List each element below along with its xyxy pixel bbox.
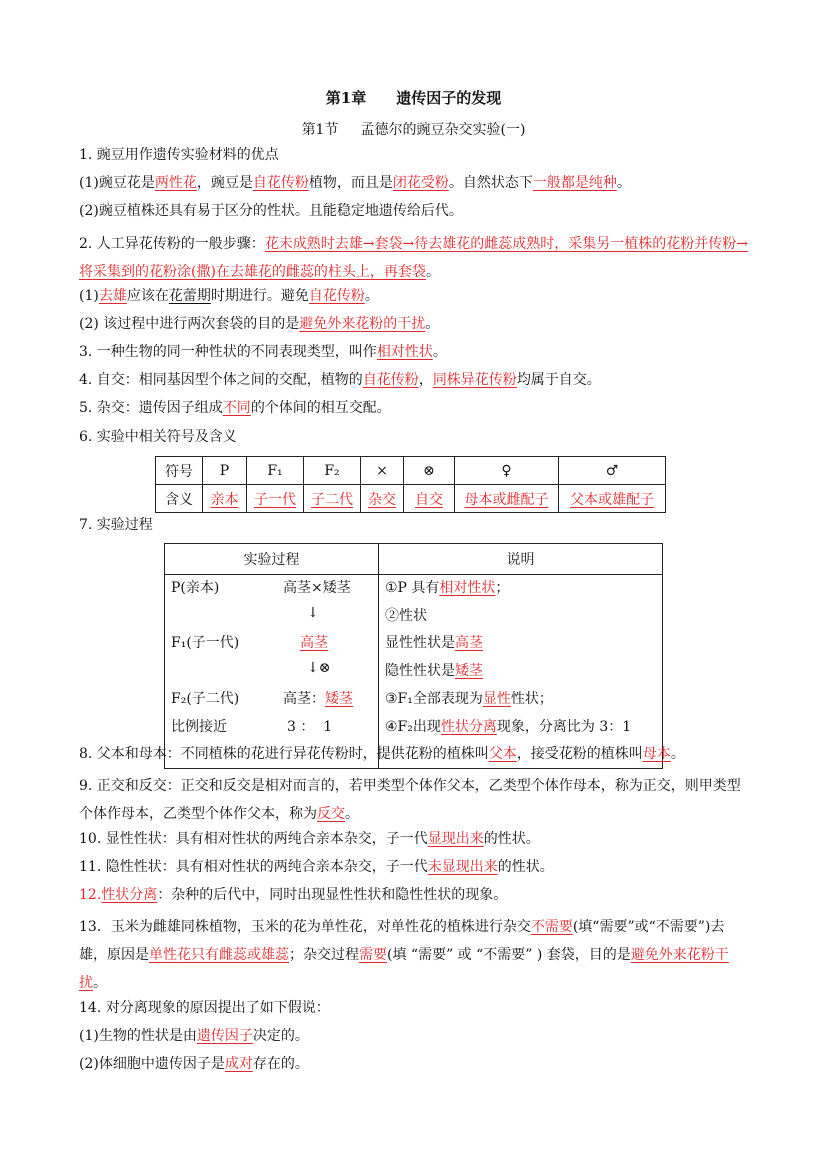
answer-blank: 一般都是纯种 — [532, 175, 617, 191]
note-5 — [385, 688, 553, 708]
notes-cell — [379, 575, 663, 769]
text: 。 — [425, 264, 440, 280]
text: 性状； — [510, 691, 553, 707]
text: (2) 该过程中进行两次套袋的目的是 — [79, 316, 300, 332]
answer-blank: 显性 — [482, 691, 511, 707]
text: 2. 人工异花传粉的一般步骤： — [79, 236, 265, 252]
answer-blank: 闭花受粉 — [392, 175, 449, 191]
answer-blank: 花未成熟时去雄→套袋→待去雄花的雌蕊成熟时，采集另一植株的花粉并传粉→将采集到的花粉涂(撒)在去雄花的雌蕊的柱头上，再套袋 — [79, 236, 749, 280]
q1-line2: (2)豌豆植株还具有易于区分的性状。且能稳定地遗传给后代。 — [79, 203, 463, 219]
symbol-cell: ⊗ — [404, 457, 455, 485]
text: 高茎： — [283, 691, 325, 707]
text: 。 — [432, 344, 447, 360]
selfing-arrow-icon: ↓⊗ — [307, 660, 331, 676]
q3 — [79, 342, 759, 362]
text: 。 — [364, 288, 379, 304]
text: ：杂种的后代中，同时出现显性性状和隐性性状的现象。 — [157, 887, 508, 903]
section-title: 孟德尔的豌豆杂交实验(一) — [360, 122, 526, 138]
note-2: ②性状 — [385, 608, 427, 624]
note-3 — [385, 632, 483, 652]
process-cell — [165, 575, 379, 769]
process-diagram — [165, 575, 378, 768]
q13 — [79, 913, 751, 997]
text: 。 — [670, 746, 685, 762]
answer-blank: 同株异花传粉 — [432, 372, 517, 388]
text: (1)生物的性状是由 — [79, 1028, 197, 1044]
answer-blank: 反交 — [317, 806, 345, 822]
note-6 — [385, 716, 631, 736]
text: 11. 隐性性状：具有相对性状的两纯合亲本杂交，子一代 — [79, 859, 428, 875]
answer-blank: 不同 — [222, 400, 251, 416]
q9 — [79, 772, 751, 828]
answer-blank: 父本 — [488, 746, 517, 762]
answer-blank: 亲本 — [210, 491, 239, 508]
text: 的性状。 — [497, 859, 554, 875]
text: ；杂交过程 — [289, 947, 359, 963]
table-header-cell: 含义 — [156, 485, 203, 513]
answer-blank: 显现出来 — [427, 831, 484, 847]
q14-line2 — [79, 1054, 759, 1074]
ratio-label: 比例接近 — [171, 719, 227, 735]
text: 现象，分离比为 3：1 — [496, 719, 632, 735]
text: 13．玉米为雌雄同株植物，玉米的花为单性花，对单性花的植株进行杂交 — [79, 919, 531, 935]
text: ； — [495, 580, 510, 596]
note-1 — [385, 577, 509, 597]
table-header-row — [165, 544, 663, 575]
section-heading — [0, 119, 827, 139]
text: 存在的。 — [252, 1056, 309, 1072]
text: 5. 杂交：遗传因子组成 — [79, 400, 223, 416]
meaning-row — [156, 485, 666, 513]
meaning-cell — [304, 485, 361, 513]
meaning-cell — [559, 485, 666, 513]
text: 。 — [93, 975, 107, 991]
text: (填“需要”或“不需要”)去雄，原因是 — [79, 919, 725, 963]
p-cross: 高茎×矮茎 — [283, 580, 351, 596]
answer-blank: 去雄 — [98, 288, 127, 304]
answer-blank: 需要 — [359, 947, 387, 963]
symbol-row — [156, 457, 666, 485]
answer-blank: 相对性状 — [439, 580, 496, 596]
column-header: 实验过程 — [165, 544, 379, 575]
symbol-cell: ♀ — [455, 457, 559, 485]
symbol-cell: P — [203, 457, 247, 485]
answer-blank: 自花传粉 — [308, 288, 365, 304]
table-header-cell: 符号 — [156, 457, 203, 485]
text: 显性性状是 — [385, 635, 455, 651]
text: 决定的。 — [252, 1028, 309, 1044]
text: 10. 显性性状：具有相对性状的两纯合亲本杂交，子一代 — [79, 831, 428, 847]
symbol-cell: ♂ — [559, 457, 666, 485]
meaning-cell — [455, 485, 559, 513]
ratio-value: 3 ： 1 — [287, 719, 333, 735]
text: 。 — [616, 175, 631, 191]
q6-title: 6. 实验中相关符号及含义 — [79, 429, 237, 445]
chapter-title: 遗传因子的发现 — [396, 89, 502, 107]
q14-title: 14. 对分离现象的原因提出了如下假说： — [79, 1000, 330, 1016]
q4 — [79, 370, 759, 390]
text: ①P 具有 — [385, 580, 440, 596]
text: (1)豌豆花是 — [79, 175, 155, 191]
f2-label: F₂(子二代) — [171, 691, 240, 707]
text: 。自然状态下 — [448, 175, 533, 191]
meaning-cell — [361, 485, 404, 513]
answer-blank: 高茎 — [300, 635, 328, 651]
answer-blank: 成对 — [224, 1056, 253, 1072]
text: 均属于自交。 — [516, 372, 601, 388]
text: (填 “需要” 或 “不需要” ) 套袋，目的是 — [387, 947, 631, 963]
meaning-cell — [247, 485, 304, 513]
chapter-heading — [0, 87, 827, 108]
underlined-term: 花蕾期 — [168, 288, 211, 304]
p-label: P(亲本) — [171, 580, 220, 596]
answer-blank: 未显现出来 — [427, 859, 498, 875]
down-arrow-icon: ↓ — [307, 605, 319, 621]
text: 8. 父本和母本：不同植株的花进行异花传粉时，提供花粉的植株叫 — [79, 746, 489, 762]
symbol-cell: × — [361, 457, 404, 485]
answer-blank: 矮茎 — [455, 663, 483, 679]
answer-blank: 自交 — [415, 491, 443, 508]
answer-blank: 父本或雄配子 — [570, 491, 654, 508]
answer-blank: 避免外来花粉干扰 — [79, 947, 729, 991]
text: 应该在 — [126, 288, 169, 304]
text: 3. 一种生物的同一种性状的不同表现类型，叫作 — [79, 344, 377, 360]
q2-steps — [79, 230, 751, 286]
text: ③F₁全部表现为 — [385, 691, 483, 707]
chapter-number: 第1章 — [325, 89, 367, 107]
answer-blank: 杂交 — [368, 491, 396, 508]
text: 4. 自交：相同基因型个体之间的交配，植物的 — [79, 372, 363, 388]
text: ，豌豆是 — [196, 175, 253, 191]
answer-blank: 避免外来花粉的干扰 — [299, 316, 426, 332]
symbol-table — [155, 456, 666, 513]
table-body-row — [165, 575, 663, 769]
q11 — [79, 857, 759, 877]
answer-blank: 性状分离 — [101, 887, 158, 903]
answer-blank: 性状分离 — [440, 719, 497, 735]
answer-blank: 母本 — [642, 746, 671, 762]
q8 — [79, 744, 759, 764]
text: (2)体细胞中遗传因子是 — [79, 1056, 225, 1072]
text: ④F₂出现 — [385, 719, 441, 735]
q7-title: 7. 实验过程 — [79, 517, 153, 533]
text: ， — [418, 372, 433, 388]
text: 植物，而且是 — [308, 175, 393, 191]
question-number: 12. — [79, 887, 102, 903]
symbol-cell: F₁ — [247, 457, 304, 485]
q2-sub2 — [79, 314, 759, 334]
q14-line1 — [79, 1026, 759, 1046]
answer-blank: 不需要 — [530, 919, 573, 935]
answer-blank: 高茎 — [455, 635, 483, 651]
q10 — [79, 829, 759, 849]
f2-result — [283, 688, 353, 708]
answer-blank: 相对性状 — [376, 344, 433, 360]
experiment-table — [164, 543, 663, 769]
answer-blank: 遗传因子 — [196, 1028, 253, 1044]
text: 的个体间的相互交配。 — [250, 400, 391, 416]
meaning-cell — [404, 485, 455, 513]
answer-blank: 矮茎 — [325, 691, 353, 707]
section-number: 第1节 — [301, 122, 339, 138]
text: 时期进行。避免 — [210, 288, 309, 304]
answer-blank: 自花传粉 — [362, 372, 419, 388]
text: ，接受花粉的植株叫 — [516, 746, 643, 762]
text: 。 — [345, 806, 359, 822]
text: 9. 正交和反交：正交和反交是相对而言的，若甲类型个体作父本，乙类型个体作母本，称为正交，则甲类型个体作母本，乙类型个体作父本，称为 — [79, 778, 741, 822]
f1-result — [300, 632, 328, 652]
text: 的性状。 — [483, 831, 540, 847]
answer-blank: 两性花 — [154, 175, 197, 191]
q2-sub1 — [79, 286, 759, 306]
answer-blank: 母本或雌配子 — [464, 491, 549, 508]
answer-blank: 单性花只有雌蕊或雄蕊 — [149, 947, 289, 963]
answer-blank: 自花传粉 — [252, 175, 309, 191]
f1-label: F₁(子一代) — [171, 635, 240, 651]
notes — [379, 575, 662, 768]
q1-title: 1. 豌豆用作遗传实验材料的优点 — [79, 147, 279, 163]
q1-line1 — [79, 173, 759, 193]
symbol-cell: F₂ — [304, 457, 361, 485]
answer-blank: 子一代 — [254, 491, 296, 508]
note-4 — [385, 660, 483, 680]
column-header: 说明 — [379, 544, 663, 575]
q12 — [79, 885, 759, 905]
answer-blank: 子二代 — [311, 491, 353, 508]
text: (1) — [79, 288, 99, 304]
text: 隐性性状是 — [385, 663, 455, 679]
q5 — [79, 398, 759, 418]
text: 。 — [425, 316, 440, 332]
meaning-cell — [203, 485, 247, 513]
